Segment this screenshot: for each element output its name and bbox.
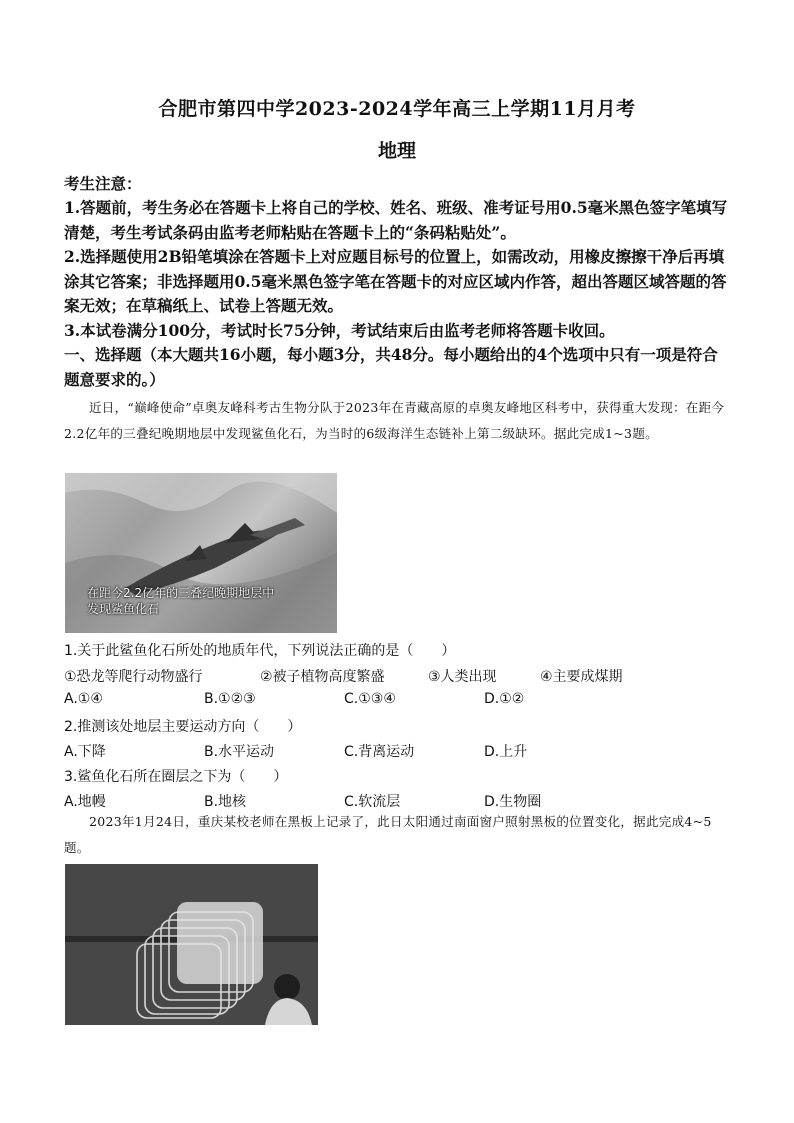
- section-heading: 一、选择题（本大题共16小题，每小题3分，共48分。每小题给出的4个选项中只有一项是符合题意要求的。）: [64, 345, 718, 389]
- statement-1: ①恐龙等爬行动物盛行: [64, 669, 203, 685]
- question-3-stem: 3.鲨鱼化石所在圈层之下为（ ）: [64, 769, 288, 785]
- option-d: D.生物圈: [484, 794, 542, 810]
- question-1-stem: 1.关于此鲨鱼化石所处的地质年代，下列说法正确的是（ ）: [64, 643, 456, 659]
- blackboard-illustration: [65, 864, 318, 1025]
- caption-line-1: 在距今2.2亿年的三叠纪晚期地层中: [87, 586, 275, 600]
- notice-item-2: 2.选择题使用2B铅笔填涂在答题卡上对应题目标号的位置上，如需改动，用橡皮擦擦干净后再填涂其它答案；非选择题用0.5毫米黑色签字笔在答题卡的对应区域内作答，超出答题区域答题的答案无效；在草稿纸上、试卷上答题无效。: [64, 247, 727, 315]
- option-b: B.地核: [204, 794, 247, 810]
- notice-item-1: 1.答题前，考生务必在答题卡上将自己的学校、姓名、班级、准考证号用0.5毫米黑色签字笔填写清楚，考生考试条码由监考老师粘贴在答题卡上的“条码粘贴处”。: [64, 198, 728, 242]
- question-1-options: [64, 691, 734, 707]
- subject-title: 地理: [377, 140, 416, 162]
- caption-line-2: 发现鲨鱼化石: [87, 602, 160, 616]
- option-d: D.①②: [484, 691, 525, 707]
- passage-2: 2023年1月24日，重庆某校老师在黑板上记录了，此日太阳通过南面窗户照射黑板的位置变化，据此完成4~5题。: [64, 814, 712, 855]
- statement-3: ③人类出现: [428, 669, 497, 685]
- option-b: B.水平运动: [204, 744, 275, 760]
- shark-fossil-photo: [65, 473, 337, 633]
- exam-title: 合肥市第四中学2023-2024学年高三上学期11月月考: [158, 98, 636, 120]
- option-a: A.①④: [64, 691, 103, 707]
- blackboard-sunlight-photo: [65, 864, 318, 1025]
- passage-1: 近日，“巅峰使命”卓奥友峰科考古生物分队于2023年在青藏高原的卓奥友峰地区科考中，获得重大发现：在距今2.2亿年的三叠纪晚期地层中发现鲨鱼化石，为当时的6级海洋生态链补上第二级缺环。据此完成1~3题。: [64, 400, 725, 441]
- option-b: B.①②③: [204, 691, 256, 707]
- option-c: C.软流层: [344, 794, 401, 810]
- photo-caption: [87, 585, 274, 617]
- statement-2: ②被子植物高度繁盛: [260, 669, 385, 685]
- question-1-statements: [64, 666, 734, 686]
- option-c: C.①③④: [344, 691, 396, 707]
- option-d: D.上升: [484, 744, 528, 760]
- statement-4: ④主要成煤期: [540, 669, 623, 685]
- option-a: A.下降: [64, 744, 106, 760]
- option-a: A.地幔: [64, 794, 106, 810]
- question-2-options: [64, 741, 734, 761]
- notice-title: 考生注意：: [64, 174, 142, 193]
- question-2-stem: 2.推测该处地层主要运动方向（ ）: [64, 719, 302, 735]
- question-3-options: [64, 791, 734, 811]
- option-c: C.背离运动: [344, 744, 415, 760]
- notice-item-3: 3.本试卷满分100分，考试时长75分钟，考试结束后由监考老师将答题卡收回。: [64, 321, 615, 340]
